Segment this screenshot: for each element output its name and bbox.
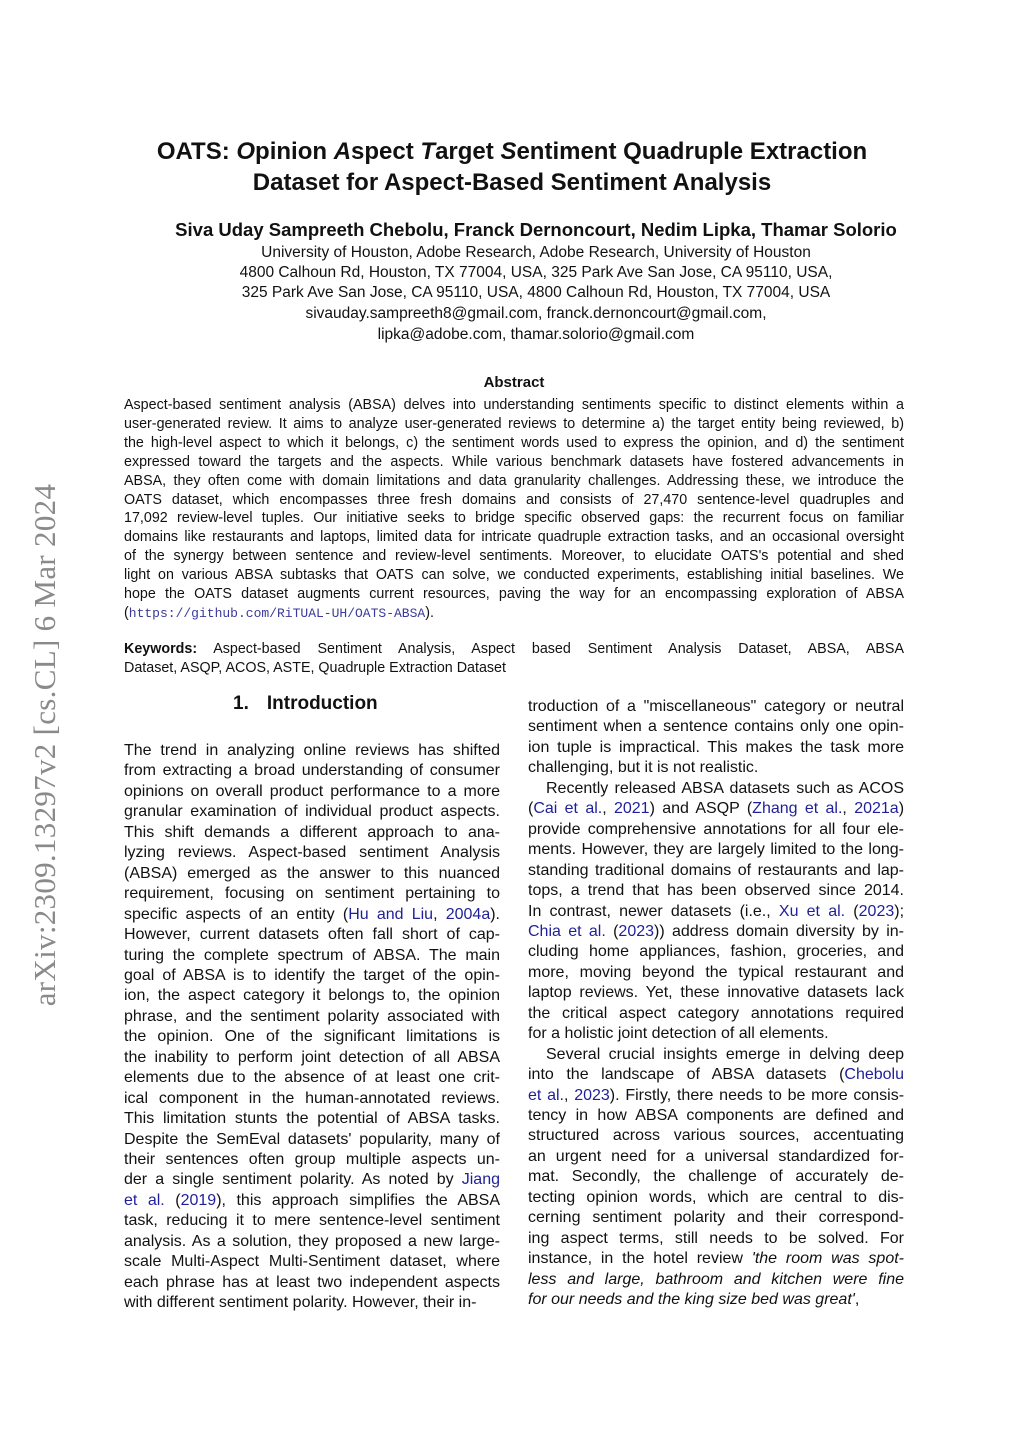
citation-link[interactable]: Zhang et al. [752,800,843,818]
citation-link[interactable]: 2023 [858,902,895,920]
text-line [528,1229,904,1249]
text-line [528,738,904,758]
text-run: analysis. As a solution, they proposed a new large- [124,1232,500,1250]
italic-text: S [500,138,517,165]
text-line [546,1045,904,1065]
text-run: ical component in the human-annotated reviews. [124,1089,500,1107]
italic-text: 'the room was spot- [751,1250,904,1268]
text-line [528,942,904,962]
text-line [124,395,904,415]
section-number: 1. [233,693,249,714]
text-run: However, current datasets often fall short of cap- [124,926,500,944]
text-line [124,966,500,986]
affiliation-line: University of Houston, Adobe Research, Adobe Research, University of Houston [261,244,811,261]
text-line [124,925,500,945]
text-run: tops, a trend that has been observed since 2014. [528,882,904,900]
text-line [124,823,500,843]
text-line [528,758,758,778]
citation-link[interactable]: 2004a [445,905,491,923]
text-run: sentiment when a sentence contains only one opin- [528,718,904,736]
text-run: from extracting a broad understanding of consumer [124,762,500,780]
text-line [528,697,904,717]
text-line [528,799,904,819]
text-run: This limitation stunts the potential of ABSA tasks. [124,1110,500,1128]
text-run: )) address domain diversity by in- [654,922,904,940]
italic-text: less and large, bathroom and kitchen were fine [528,1270,904,1288]
text-line [528,1065,904,1085]
citation-link[interactable]: Cai et al. [533,800,603,818]
text-run: opinions on overall product performance to a more [124,782,500,800]
text-line [124,1048,500,1068]
text-run: an urgent need for a universal standardized for- [528,1147,904,1165]
text-line [124,1191,500,1211]
citation-link[interactable]: Chebolu [844,1066,904,1084]
affiliation-line: 325 Park Ave San Jose, CA 95110, USA, 4800 Calhoun Rd, Houston, TX 77004, USA [241,284,831,301]
text-run: the high-level aspect to which it belongs, c) the sentiment words used to express the opinion, and d) the sentiment [124,434,904,451]
email-line: lipka@adobe.com, thamar.solorio@gmail.com [377,326,695,343]
text-run: phrase, and the sentiment polarity associated with [124,1007,500,1025]
text-line [124,1007,500,1027]
citation-link[interactable]: 2021a [854,800,899,818]
text-line [528,1106,904,1126]
text-run: ). [425,604,434,621]
text-run: ( [605,922,619,940]
text-line [528,1147,904,1167]
text-run: cluding home appliances, fashion, groceries, and [528,943,904,961]
text-line [124,1273,500,1293]
text-line [528,1208,904,1228]
text-line [528,840,904,860]
text-run: 17,092 review-level tuples. Our initiative seeks to bridge specific observed gaps: the recurrent focus on familiar [124,510,904,527]
text-run: ) and ASQP ( [649,800,753,818]
text-line [124,603,434,623]
text-run: pinion [255,138,334,165]
text-run: (ABSA) emerged as the answer to this nuanced [124,864,500,882]
text-run: structured across various sources, accentuating [528,1127,904,1145]
text-run: the opinion. One of the significant limitations is [124,1028,500,1046]
section-heading [233,693,378,715]
italic-text: T [420,138,436,165]
text-run: In contrast, newer datasets (i.e., [528,902,779,920]
citation-link[interactable]: Jiang [461,1171,500,1189]
citation-link[interactable]: Hu and Liu [348,905,434,923]
text-line [124,1170,500,1190]
text-run: specific aspects of an entity ( [124,905,349,923]
text-line [124,433,904,453]
text-run: light on various ABSA subtasks that OATS can solve, we conducted experiments, establishing initial baselines. We [124,567,904,584]
text-run: arget [435,138,501,165]
text-run: provide comprehensive annotations for all four ele- [528,820,904,838]
text-line [528,922,904,942]
text-run: Several crucial insights emerge in delving deep [546,1045,904,1063]
text-run: troduction of a "miscellaneous" category or neutral [528,698,904,715]
text-run: into the landscape of ABSA datasets ( [528,1066,845,1084]
text-run: , [433,905,446,923]
text-run: ( [124,604,129,621]
text-run: Despite the SemEval datasets' popularity, many of [124,1130,500,1148]
italic-text: O [236,138,256,165]
text-line [124,782,500,802]
text-run: ). [490,905,500,923]
text-line [124,884,500,904]
keywords-label: Keywords: [124,641,198,657]
text-line [528,1249,904,1269]
text-run: ) [898,800,905,818]
italic-text: for our needs and the king size bed was great' [528,1291,855,1309]
text-run: ABSA, they often come with domain limitations and data granularity challenges. Addressing these, we introduce the [124,472,904,489]
text-run: ); [894,902,905,920]
text-run: OATS dataset, which encompasses three fresh domains and consists of 27,470 sentence-level quadruples and [124,491,904,508]
text-line [124,986,500,1006]
text-run: cerning sentiment polarity and their correspond- [528,1209,904,1227]
text-line [124,802,500,822]
text-run: , [854,1291,860,1309]
github-url-link[interactable]: https://github.com/RiTUAL-UH/OATS-ABSA [128,605,426,621]
text-run: laptop reviews. Yet, these innovative datasets lack [528,984,904,1002]
text-run: of the synergy between sentence and review-level sentiments. Moreover, to elucidate OATS's potential and shed [124,548,904,565]
text-run: user-generated review. It aims to analyze user-generated reviews to determine a) the target entity being reviewed, b) [124,415,904,432]
text-line [124,471,904,491]
arxiv-identifier-stamp: arXiv:2309.13297v2 [cs.CL] 6 Mar 2024 [27,483,62,1007]
text-run: the inability to perform joint detection of all ABSA [124,1048,500,1066]
text-run: ( [528,800,534,818]
text-run: requirement, focusing on sentiment pertaining to [124,885,500,903]
text-line [124,1068,500,1088]
text-run: turing the complete spectrum of ABSA. The main [124,946,500,964]
text-run: expressed toward the targets and the aspects. While various benchmark datasets have fostered advancements in [124,453,904,470]
text-run: standing traditional domains of restaurants and lap- [528,861,904,879]
text-line [528,820,904,840]
text-run: granular examination of individual product aspects. [124,803,500,821]
keywords-line-2: Dataset, ASQP, ACOS, ASTE, Quadruple Extraction Dataset [124,660,506,676]
text-line [124,414,904,434]
text-line [528,1024,829,1044]
citation-link[interactable]: 2023 [618,922,655,940]
keywords-line-1 [124,639,904,659]
author-list: Siva Uday Sampreeth Chebolu, Franck Dernoncourt, Nedim Lipka, Thamar Solorio [175,219,897,240]
text-line [124,565,904,585]
text-line [124,452,904,472]
text-line [124,527,904,547]
text-line [124,508,904,528]
text-run: The trend in analyzing online reviews has shifted [124,742,500,759]
text-line [528,881,904,901]
text-run: , [564,1086,575,1104]
paper-title-line-1 [0,138,1024,166]
citation-link[interactable]: Chia et al. [528,922,606,940]
text-run: for a holistic joint detection of all elements. [528,1025,829,1043]
text-run: hope the OATS dataset augments current resources, paving the way for an encompassing exploration of ABSA [124,586,904,602]
text-run: task, reducing it to mere sentence-level sentiment [124,1212,500,1230]
text-line [528,717,904,737]
text-run: This shift demands a different approach to ana- [124,823,500,841]
text-line [124,741,500,761]
text-line [528,963,904,983]
text-run: der a single sentiment polarity. As noted by [124,1171,462,1189]
text-line [528,1290,859,1310]
citation-link[interactable]: et al. [124,1191,165,1209]
text-run: ), this approach simplifies the ABSA [216,1191,501,1209]
text-line [528,983,904,1003]
abstract-heading: Abstract [483,374,545,391]
text-run: ments. However, they are largely limited to the long- [528,841,904,859]
text-line [124,1232,500,1252]
text-line [124,1089,500,1109]
text-line [528,1167,904,1187]
text-run: ion, the aspect category it belongs to, the opinion [124,987,500,1005]
text-run: goal of ABSA is to identify the target of the opin- [124,966,500,984]
text-run: challenging, but it is not realistic. [528,759,759,777]
text-run: the critical aspect category annotations required [528,1004,904,1022]
text-line [124,490,904,510]
text-run: ). Firstly, there needs to be more consis- [609,1086,905,1104]
text-line [124,1293,476,1313]
text-line [528,1004,904,1024]
text-line [528,1086,904,1106]
text-run: tency in how ABSA components are defined and [528,1107,904,1124]
text-run: instance, in the hotel review [528,1250,752,1268]
citation-link[interactable]: Xu et al. [778,902,846,920]
text-line [124,843,500,863]
text-run: domains like restaurants and laptops, limited data for intricate quadruple extraction tasks, and an occasional oversight [124,529,904,546]
text-run: scale Multi-Aspect Multi-Sentiment dataset, where [124,1253,500,1271]
text-run: with different sentiment polarity. However, their in- [124,1294,477,1312]
text-line [546,779,904,799]
text-run: lyzing reviews. Aspect-based sentiment Analysis [124,844,500,862]
text-run: ing aspect terms, still needs to be solved. For [528,1229,904,1247]
text-line [124,864,500,884]
text-line [124,761,500,781]
text-line [528,1270,904,1290]
text-run: spect [351,138,421,165]
text-line [528,1126,904,1146]
text-run: Recently released ABSA datasets such as ACOS [546,779,904,797]
text-run: ( [164,1191,181,1209]
text-line [124,1130,500,1150]
text-run: OATS: [156,138,237,165]
text-run: , [602,800,614,818]
text-run: mat. Secondly, the challenge of accurately de- [528,1168,904,1186]
text-line [124,546,904,566]
text-line [124,1150,500,1170]
text-line [124,1027,500,1047]
paper-title-line-2: Dataset for Aspect-Based Sentiment Analysis [252,169,772,196]
citation-link[interactable]: 2023 [574,1086,610,1104]
citation-link[interactable]: 2019 [180,1191,217,1209]
text-line [124,1109,500,1129]
citation-link[interactable]: et al. [528,1086,564,1104]
affiliation-line: 4800 Calhoun Rd, Houston, TX 77004, USA, 325 Park Ave San Jose, CA 95110, USA, [239,264,833,281]
text-line [124,905,500,925]
text-line [124,946,500,966]
text-run: more, moving beyond the typical restaurant and [528,963,904,981]
text-run: tecting opinion words, which are central to dis- [528,1188,904,1206]
italic-text: A [333,138,352,165]
keywords-text: Aspect-based Sentiment Analysis, Aspect based Sentiment Analysis Dataset, ABSA, ABSA [213,641,905,657]
text-run: each phrase has at least two independent aspects [124,1273,500,1291]
text-run: , [842,800,855,818]
text-line [124,584,904,604]
text-run: elements due to the absence of at least one crit- [124,1069,500,1087]
text-run: ( [845,902,859,920]
text-run: entiment Quadruple Extraction [516,138,868,165]
text-line [528,861,904,881]
text-line [124,1211,500,1231]
text-run: ion tuple is impractical. This makes the task more [528,738,904,756]
section-title: Introduction [266,693,378,714]
citation-link[interactable]: 2021 [613,800,650,818]
email-line: sivauday.sampreeth8@gmail.com, franck.dernoncourt@gmail.com, [305,305,767,322]
text-run: Aspect-based sentiment analysis (ABSA) delves into understanding sentiments specific to distinct elements within a [124,397,904,413]
text-run: their sentences often group multiple aspects un- [124,1151,500,1168]
text-line [124,1252,500,1272]
text-line [528,1188,904,1208]
text-line [528,902,904,922]
